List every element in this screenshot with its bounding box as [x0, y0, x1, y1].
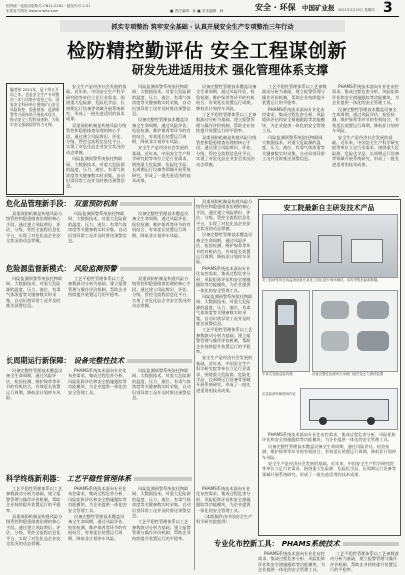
- paragraph: PHAMS系统技术面向专业化布控需求，集成过程危害分析、风险矩阵评估和安全措施跟踪等功能模块，为企业提供一体化的安全管理工具。: [262, 432, 396, 443]
- section-title: PHAMS系统技术: [281, 539, 340, 548]
- section-name: 安全 · 环保: [255, 3, 296, 12]
- paragraph: （本版稿件由中国安全生产科学研究院提供）: [196, 514, 253, 525]
- paragraph: 工艺平稳性管理体系以工艺参数波动分析为基础，建立报警管理与操作评价机制，帮助企业持续提升装置运行的平稳率。: [132, 519, 191, 541]
- product-box-text: [262, 432, 396, 530]
- paragraph: 双重预防机制是构建风险分级管控和隐患排查治理的核心手段。通过建立风险辨识、评估、分级、管控全流程信息化平台，实现了对危化品企业安全状况的动态掌握。: [6, 211, 63, 244]
- paragraph: 双重预防机制是构建风险分级管控和隐患排查治理的核心手段。通过建立风险辨识、评估、分级、管控全流程信息化平台，实现了对危化品企业安全状况的动态掌握。: [6, 514, 63, 547]
- section-title: 风险监测预警: [73, 264, 117, 273]
- paragraph: 安全生产是经济社会发展的基础。近年来，中国安全生产科学研究院等单位立足行业需求，围绕重大危险源、危险化学品、长周期运行设备等领域开展系统研究，形成了一批先进适用的技术成果。: [66, 84, 127, 122]
- paragraph: 风险监测预警系统依托物联网、大数据技术，对重大危险源的温度、压力、液位、有毒气体浓度等关键参数实时采集，自动识别异常工况并及时推送预警信息。: [6, 276, 63, 309]
- kicker: 抓实专项整治 筑牢安全基础 · 认真开展安全生产专项整治三年行动: [111, 24, 294, 31]
- paragraph: 风险监测预警系统依托物联网、大数据技术，对重大危险源的温度、压力、液位、有毒气体浓度等关键参数实时采集，自动识别异常工况并及时推送预警信息。: [68, 211, 127, 244]
- top-photo: [262, 214, 398, 278]
- column-divider: [194, 198, 195, 570]
- paragraph: 风险监测预警系统依托物联网、大数据技术，对重大危险源的温度、压力、液位、有毒气体浓度等关键参数实时采集，自动识别异常工况并及时推送预警信息。: [132, 84, 191, 117]
- paragraph: PHAMS系统技术面向专业化布控需求，集成过程危害分析、风险矩阵评估和安全措施跟踪等功能模块，为企业提供一体化的安全管理工具。: [332, 84, 399, 106]
- paragraph: 双重预防机制是构建风险分级管控和隐患排查治理的核心手段。通过建立风险辨识、评估、分级、管控全流程信息化平台，实现了对危化品企业安全状况的动态掌握。: [196, 134, 257, 167]
- section-5-col-a: [196, 486, 254, 570]
- section-label: 专业化布控新工具：: [214, 539, 279, 548]
- masthead-left-info-1: 国内统一连续出版物号 CN11-0181 · 邮发代号 1-51: [6, 4, 91, 8]
- section-5-col-b: [258, 551, 326, 572]
- masthead-rule: [6, 16, 399, 17]
- middle-column-1: [196, 199, 254, 479]
- paragraph: 风险监测预警系统依托物联网、大数据技术，对重大危险源的温度、压力、液位、有毒气体浓度等关键参数实时采集，自动识别异常工况并及时推送预警信息。: [132, 368, 191, 401]
- paper-name: 中国矿业报: [302, 4, 335, 12]
- paragraph: 安全生产是经济社会发展的基础。近年来，中国安全生产科学研究院等单位立足行业需求，围绕重大危险源、危险化学品、长周期运行设备等领域开展系统研究，形成了一批先进适用的技术成果。: [332, 134, 399, 167]
- section-heading-4: [6, 474, 192, 484]
- section-label: 危险源监督新模式：: [6, 264, 71, 273]
- section-4-col-a: [6, 486, 64, 570]
- article-column-1: [66, 84, 128, 194]
- paragraph: 设备完整性管理技术覆盖设备全生命周期，通过风险评估、检验检测、维护保养等环节的有机结合，有效延长装置运行周期，降低非计划停车风险。: [196, 84, 257, 111]
- article-column-3: [196, 84, 258, 194]
- section-label: 科学终练新利器：: [6, 474, 64, 483]
- article-column-5: [332, 84, 399, 194]
- section-4-col-c: [132, 486, 192, 570]
- masthead-left-info-2: 本报官方网站 www.cnwkz.com: [6, 9, 59, 13]
- paragraph: 工艺平稳性管理体系以工艺参数波动分析为基础，建立报警管理与操作评价机制，帮助企业持续提升装置运行的平稳率。: [196, 327, 253, 354]
- paragraph: 双重预防机制是构建风险分级管控和隐患排查治理的核心手段。通过建立风险辨识、评估、分级、管控全流程信息化平台，实现了对危化品企业安全状况的动态掌握。: [196, 199, 253, 232]
- valve-part: [321, 301, 349, 319]
- intro-text: 编者按 2021年，是十四五开局之年，也是安全生产专项整治三年行动集中攻坚之年。国家安全科研单位围绕矿山安全风险防控、隐患排查、监测预警等方面持续开展技术攻关，推动安全工程科技创新，为筑牢安全基础提供有力支撑。: [10, 87, 60, 127]
- top-photo-caption: 安工院研发的在线监测设备在某化工园区进行现场测试，实时采集危险源数据。: [262, 278, 381, 282]
- section-3-col-b: [68, 368, 128, 430]
- valve-part: [357, 301, 389, 319]
- paragraph: 工艺平稳性管理体系以工艺参数波动分析为基础，建立报警管理与操作评价机制，帮助企业持续提升装置运行的平稳率。: [68, 276, 127, 298]
- section-title: 设备完整性技术: [73, 356, 125, 365]
- paragraph: PHAMS系统技术面向专业化布控需求，集成过程危害分析、风险矩阵评估和安全措施跟踪等功能模块，为企业提供一体化的安全管理工具。: [196, 265, 251, 293]
- valve-photo: [312, 290, 398, 372]
- paragraph: 安全生产是经济社会发展的基础。近年来，中国安全生产科学研究院等单位立足行业需求，围绕重大危险源、危险化学品、长周期运行设备等领域开展系统研究，形成了一批先进适用的技术成果。: [196, 355, 253, 393]
- valve-photo-caption: 设备完整性检测用专用阀门组件及压力测试装置: [312, 372, 384, 376]
- masthead-editor-line: ■ 责任编辑：孙 ■ 美术编辑：韩: [170, 9, 224, 13]
- section-2-col-a: [6, 276, 64, 324]
- vehicle-wheel: [367, 417, 375, 425]
- section-2-col-c: [132, 276, 192, 324]
- section-heading-1: [6, 199, 192, 209]
- valve-part: [357, 331, 389, 351]
- paragraph: 设备完整性管理技术覆盖设备全生命周期，通过风险评估、检验检测、维护保养等环节的有机结合，有效延长装置运行周期，降低非计划停车风险。: [68, 514, 127, 541]
- section-heading-3: [6, 356, 192, 366]
- paragraph: 工艺平稳性管理体系以工艺参数波动分析为基础，建立报警管理与操作评价机制，帮助企业持续提升装置运行的平稳率。: [196, 112, 257, 134]
- equipment-shape: [283, 241, 311, 263]
- paragraph: PHAMS系统技术面向专业化布控需求，集成过程危害分析、风险矩阵评估和安全措施跟踪等功能模块，为企业提供一体化的安全管理工具。: [258, 551, 326, 572]
- section-4-col-b: [68, 486, 128, 570]
- paragraph: 设备完整性管理技术覆盖设备全生命周期，通过风险评估、检验检测、维护保养等环节的有机结合，有效延长装置运行周期，降低非计划停车风险。: [332, 106, 399, 134]
- paragraph: 工艺平稳性管理体系以工艺参数波动分析为基础，建立报警管理与操作评价机制，帮助企业持续提升装置运行的平稳率。: [262, 84, 327, 106]
- page-number: 3: [383, 0, 393, 16]
- paragraph: 工艺平稳性管理体系以工艺参数波动分析为基础，建立报警管理与操作评价机制，帮助企业持续提升装置运行的平稳率。: [6, 486, 63, 513]
- vehicle-photo: [300, 388, 398, 430]
- paragraph: 风险监测预警系统依托物联网、大数据技术，对重大危险源的温度、压力、液位、有毒气体浓度等关键参数实时采集，自动识别异常工况并及时推送预警信息。: [132, 486, 191, 519]
- article-column-4: [262, 84, 328, 194]
- section-5-col-c: [330, 551, 399, 572]
- section-bar: [120, 202, 192, 206]
- paragraph: PHAMS系统技术面向专业化布控需求，集成过程危害分析、风险矩阵评估和安全措施跟踪等功能模块，为企业提供一体化的安全管理工具。: [68, 486, 127, 513]
- section-1-col-b: [68, 211, 128, 259]
- device-photo: [262, 290, 310, 372]
- section-3-col-a: [6, 368, 64, 430]
- paragraph: 设备完整性管理技术覆盖设备全生命周期，通过风险评估、检验检测、维护保养等环节的有机结合，有效延长装置运行周期，降低非计划停车风险。: [132, 117, 191, 145]
- section-title: 工艺平稳性管理体系: [66, 474, 132, 483]
- article-column-2: [132, 84, 192, 194]
- issue-date: 2021年3月25日 星期四: [338, 8, 375, 12]
- section-3-col-c: [132, 368, 192, 430]
- section-1-col-c: [132, 211, 192, 259]
- paragraph: 安全生产是经济社会发展的基础。近年来，中国安全生产科学研究院等单位立足行业需求，围绕重大危险源、危险化学品、长周期运行设备等领域开展系统研究，形成了一批先进适用的技术成果。: [262, 461, 396, 477]
- paragraph: 安全生产是经济社会发展的基础。近年来，中国安全生产科学研究院等单位立足行业需求，围绕重大危险源、危险化学品、长周期运行设备等领域开展系统研究，形成了一批先进适用的技术成果。: [132, 145, 191, 183]
- section-label: 危化品管理新手段：: [6, 199, 71, 208]
- headline: 检防精控勤评估 安全工程谋创新: [66, 40, 348, 62]
- device-screen: [278, 305, 294, 325]
- paragraph: 设备完整性管理技术覆盖设备全生命周期，通过风险评估、检验检测、维护保养等环节的有机结合，有效延长装置运行周期，降低非计划停车风险。: [6, 368, 63, 401]
- paragraph: 设备完整性管理技术覆盖设备全生命周期，通过风险评估、检验检测、维护保养等环节的有机结合，有效延长装置运行周期，降低非计划停车风险。: [132, 211, 191, 238]
- device-photo-caption: 手持式智能巡检终端: [262, 372, 293, 376]
- section-bar: [120, 267, 192, 271]
- subheadline: 研发先进适用技术 强化管理体系支撑: [131, 63, 329, 77]
- valve-part: [321, 331, 349, 351]
- paragraph: 工艺平稳性管理体系以工艺参数波动分析为基础，建立报警管理与操作评价机制，帮助企业持续提升装置运行的平稳率。: [330, 551, 399, 572]
- section-label: 长周期运行新保障：: [6, 356, 71, 365]
- paragraph: PHAMS系统技术面向专业化布控需求，集成过程危害分析、风险矩阵评估和安全措施跟踪等功能模块，为企业提供一体化的安全管理工具。: [262, 106, 325, 134]
- section-bar: [343, 542, 399, 546]
- section-1-col-a: [6, 211, 64, 259]
- paragraph: 风险监测预警系统依托物联网、大数据技术，对重大危险源的温度、压力、液位、有毒气体浓度等关键参数实时采集，自动识别异常工况并及时推送预警信息。: [196, 293, 253, 326]
- equipment-shape: [351, 239, 383, 263]
- section-2-col-b: [68, 276, 128, 324]
- product-box-title: 安工院最新自主研发技术产品: [283, 204, 375, 212]
- paragraph: 设备完整性管理技术覆盖设备全生命周期，通过风险评估、检验检测、维护保养等环节的有机结合，有效延长装置运行周期，降低非计划停车风险。: [262, 443, 396, 460]
- intro-box: [6, 83, 64, 195]
- paragraph: 风险监测预警系统依托物联网、大数据技术，对重大危险源的温度、压力、液位、有毒气体浓度等关键参数实时采集，自动识别异常工况并及时推送预警信息。: [66, 156, 125, 189]
- section-bar: [127, 359, 192, 363]
- paragraph: 设备完整性管理技术覆盖设备全生命周期，通过风险评估、检验检测、维护保养等环节的有机结合，有效延长装置运行周期，降低非计划停车风险。: [196, 232, 253, 265]
- vehicle-photo-caption: 应急检测车辆现场作业: [262, 392, 296, 396]
- paragraph: PHAMS系统技术面向专业化布控需求，集成过程危害分析、风险矩阵评估和安全措施跟踪等功能模块，为企业提供一体化的安全管理工具。: [68, 368, 127, 395]
- section-bar: [134, 477, 192, 481]
- paragraph: 风险监测预警系统依托物联网、大数据技术，对重大危险源的温度、压力、液位、有毒气体浓度等关键参数实时采集，自动识别异常工况并及时推送预警信息。: [262, 134, 327, 162]
- paragraph: 双重预防机制是构建风险分级管控和隐患排查治理的核心手段。通过建立风险辨识、评估、分级、管控全流程信息化平台，实现了对危化品企业安全状况的动态掌握。: [132, 276, 191, 309]
- paragraph: PHAMS系统技术面向专业化布控需求，集成过程危害分析、风险矩阵评估和安全措施跟踪等功能模块，为企业提供一体化的安全管理工具。: [196, 486, 251, 513]
- paragraph: 双重预防机制是构建风险分级管控和隐患排查治理的核心手段。通过建立风险辨识、评估、分级、管控全流程信息化平台，实现了对危化品企业安全状况的动态掌握。: [66, 122, 127, 155]
- section-divider: [6, 196, 399, 197]
- vehicle-wheel: [319, 417, 327, 425]
- section-heading-2: [6, 264, 192, 274]
- section-title: 双重预防机制: [73, 199, 117, 208]
- equipment-shape: [318, 235, 342, 263]
